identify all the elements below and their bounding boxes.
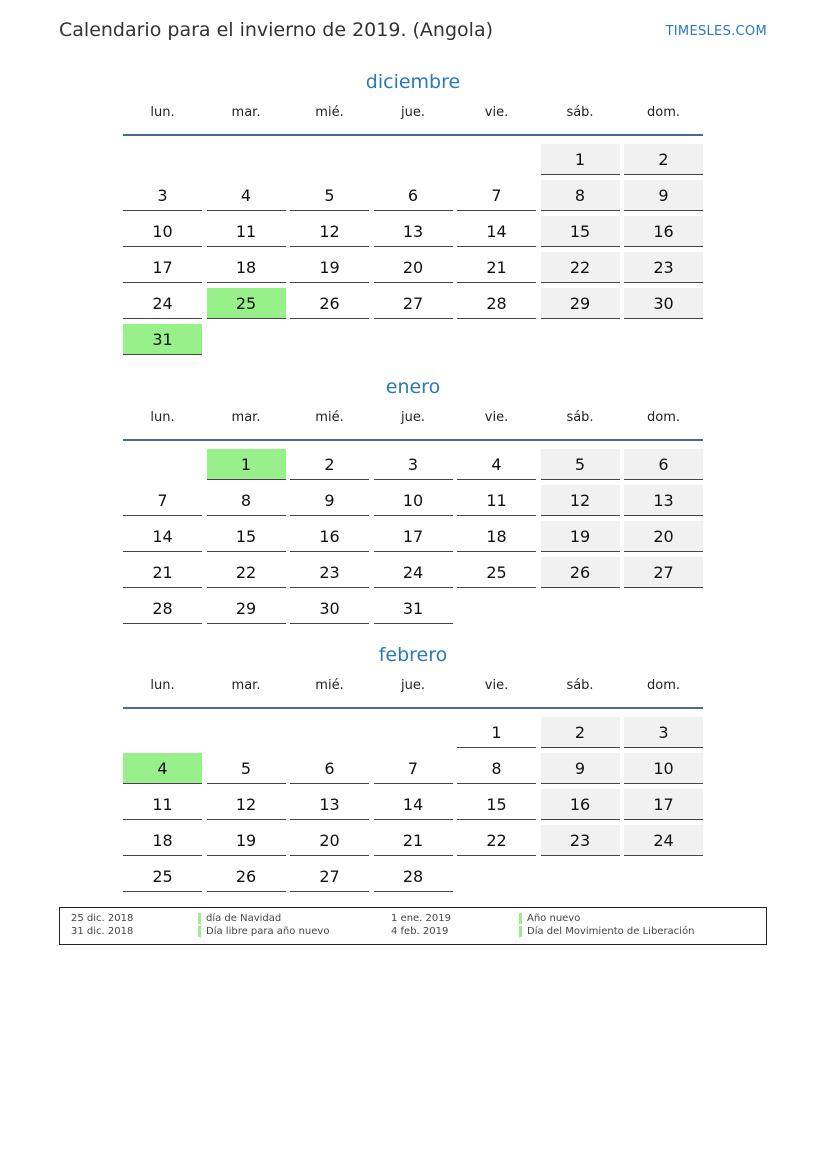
day-cell: 5 [290, 180, 369, 211]
holiday-day-cell: 4 [123, 753, 202, 784]
weekday-label: vie. [484, 678, 509, 693]
day-cell: 12 [207, 789, 286, 820]
day-cell: 17 [624, 789, 703, 820]
legend-date: 4 feb. 2019 [391, 926, 449, 937]
weekday-header [123, 407, 703, 441]
day-cell: 1 [457, 717, 536, 748]
day-cell: 26 [541, 557, 620, 588]
day-cell: 20 [374, 252, 453, 283]
day-cell: 18 [123, 825, 202, 856]
day-cell: 13 [624, 485, 703, 516]
day-cell: 8 [457, 753, 536, 784]
weekday-label: sáb. [566, 678, 594, 693]
weekday-label: mar. [231, 105, 261, 120]
holiday-day-cell: 31 [123, 324, 202, 355]
day-cell: 24 [374, 557, 453, 588]
month-february [123, 641, 703, 886]
day-cell: 12 [541, 485, 620, 516]
month-title: enero [385, 376, 441, 398]
day-cell: 7 [123, 485, 202, 516]
day-cell: 15 [207, 521, 286, 552]
day-cell: 24 [123, 288, 202, 319]
day-cell: 6 [290, 753, 369, 784]
day-cell: 6 [624, 449, 703, 480]
day-cell: 13 [374, 216, 453, 247]
day-cell: 11 [457, 485, 536, 516]
day-cell: 23 [624, 252, 703, 283]
page-header [59, 19, 767, 47]
day-cell: 13 [290, 789, 369, 820]
day-cell: 26 [290, 288, 369, 319]
day-cell: 9 [541, 753, 620, 784]
legend-holiday-marker [198, 926, 201, 937]
day-cell: 15 [541, 216, 620, 247]
legend-holiday-marker [519, 926, 522, 937]
holiday-legend [59, 907, 767, 945]
day-cell: 16 [290, 521, 369, 552]
page-title: Calendario para el invierno de 2019. (Angola) [59, 19, 493, 41]
day-cell: 15 [457, 789, 536, 820]
day-cell: 22 [207, 557, 286, 588]
weekday-label: sáb. [566, 105, 594, 120]
day-cell: 26 [207, 861, 286, 892]
weekday-label: mié. [315, 410, 344, 425]
weekday-header [123, 675, 703, 709]
day-cell: 9 [290, 485, 369, 516]
day-cell: 27 [290, 861, 369, 892]
day-cell: 14 [123, 521, 202, 552]
day-cell: 31 [374, 593, 453, 624]
day-cell: 19 [290, 252, 369, 283]
month-title: febrero [378, 644, 448, 666]
day-cell: 9 [624, 180, 703, 211]
weekday-label: dom. [646, 678, 680, 693]
header-rule [123, 134, 703, 136]
legend-holiday-marker [519, 913, 522, 924]
day-cell: 11 [207, 216, 286, 247]
day-cell: 17 [374, 521, 453, 552]
day-cell: 5 [207, 753, 286, 784]
day-cell: 17 [123, 252, 202, 283]
day-cell: 3 [624, 717, 703, 748]
day-cell: 3 [374, 449, 453, 480]
day-cell: 19 [207, 825, 286, 856]
weekday-label: mar. [231, 678, 261, 693]
weekday-label: mar. [231, 410, 261, 425]
day-cell: 20 [624, 521, 703, 552]
day-cell: 8 [541, 180, 620, 211]
day-cell: 28 [457, 288, 536, 319]
legend-holiday-marker [198, 913, 201, 924]
day-cell: 7 [457, 180, 536, 211]
legend-name: Año nuevo [527, 913, 581, 924]
day-cell: 16 [541, 789, 620, 820]
day-cell: 2 [290, 449, 369, 480]
day-cell: 4 [207, 180, 286, 211]
day-cell: 4 [457, 449, 536, 480]
day-cell: 7 [374, 753, 453, 784]
weekday-label: sáb. [566, 410, 594, 425]
weekday-header [123, 102, 703, 136]
weekday-label: dom. [646, 410, 680, 425]
day-cell: 1 [541, 144, 620, 175]
weekday-label: vie. [484, 105, 509, 120]
day-cell: 10 [624, 753, 703, 784]
day-cell: 6 [374, 180, 453, 211]
legend-name: día de Navidad [206, 913, 282, 924]
day-cell: 2 [541, 717, 620, 748]
day-cell: 14 [457, 216, 536, 247]
day-cell: 22 [541, 252, 620, 283]
weekday-label: dom. [646, 105, 680, 120]
day-cell: 27 [374, 288, 453, 319]
day-cell: 29 [541, 288, 620, 319]
day-cell: 28 [374, 861, 453, 892]
legend-name: Día del Movimiento de Liberación [527, 926, 695, 937]
day-cell: 12 [290, 216, 369, 247]
day-cell: 23 [290, 557, 369, 588]
day-cell: 11 [123, 789, 202, 820]
day-cell: 25 [457, 557, 536, 588]
day-cell: 21 [123, 557, 202, 588]
month-title: diciembre [365, 71, 461, 93]
day-cell: 21 [374, 825, 453, 856]
month-december [123, 68, 703, 349]
day-cell: 16 [624, 216, 703, 247]
weekday-label: jue. [401, 678, 425, 693]
holiday-day-cell: 25 [207, 288, 286, 319]
day-cell: 10 [374, 485, 453, 516]
weekday-label: jue. [401, 105, 425, 120]
day-cell: 23 [541, 825, 620, 856]
day-cell: 29 [207, 593, 286, 624]
day-cell: 25 [123, 861, 202, 892]
header-rule [123, 707, 703, 709]
day-cell: 21 [457, 252, 536, 283]
weekday-label: mié. [315, 678, 344, 693]
day-cell: 18 [207, 252, 286, 283]
weekday-label: vie. [484, 410, 509, 425]
day-cell: 22 [457, 825, 536, 856]
weekday-label: lun. [150, 105, 175, 120]
day-cell: 19 [541, 521, 620, 552]
holiday-day-cell: 1 [207, 449, 286, 480]
day-cell: 10 [123, 216, 202, 247]
day-cell: 8 [207, 485, 286, 516]
weekday-label: lun. [150, 678, 175, 693]
day-cell: 24 [624, 825, 703, 856]
day-cell: 14 [374, 789, 453, 820]
day-cell: 3 [123, 180, 202, 211]
weekday-label: jue. [401, 410, 425, 425]
weekday-label: mié. [315, 105, 344, 120]
weekday-label: lun. [150, 410, 175, 425]
legend-name: Día libre para año nuevo [206, 926, 330, 937]
brand-link[interactable]: TIMESLES.COM [665, 24, 767, 39]
day-cell: 28 [123, 593, 202, 624]
header-rule [123, 439, 703, 441]
day-cell: 18 [457, 521, 536, 552]
day-cell: 5 [541, 449, 620, 480]
day-cell: 20 [290, 825, 369, 856]
day-cell: 2 [624, 144, 703, 175]
legend-date: 1 ene. 2019 [391, 913, 451, 924]
day-cell: 27 [624, 557, 703, 588]
legend-date: 31 dic. 2018 [71, 926, 134, 937]
month-january [123, 373, 703, 618]
day-cell: 30 [290, 593, 369, 624]
legend-date: 25 dic. 2018 [71, 913, 134, 924]
day-cell: 30 [624, 288, 703, 319]
